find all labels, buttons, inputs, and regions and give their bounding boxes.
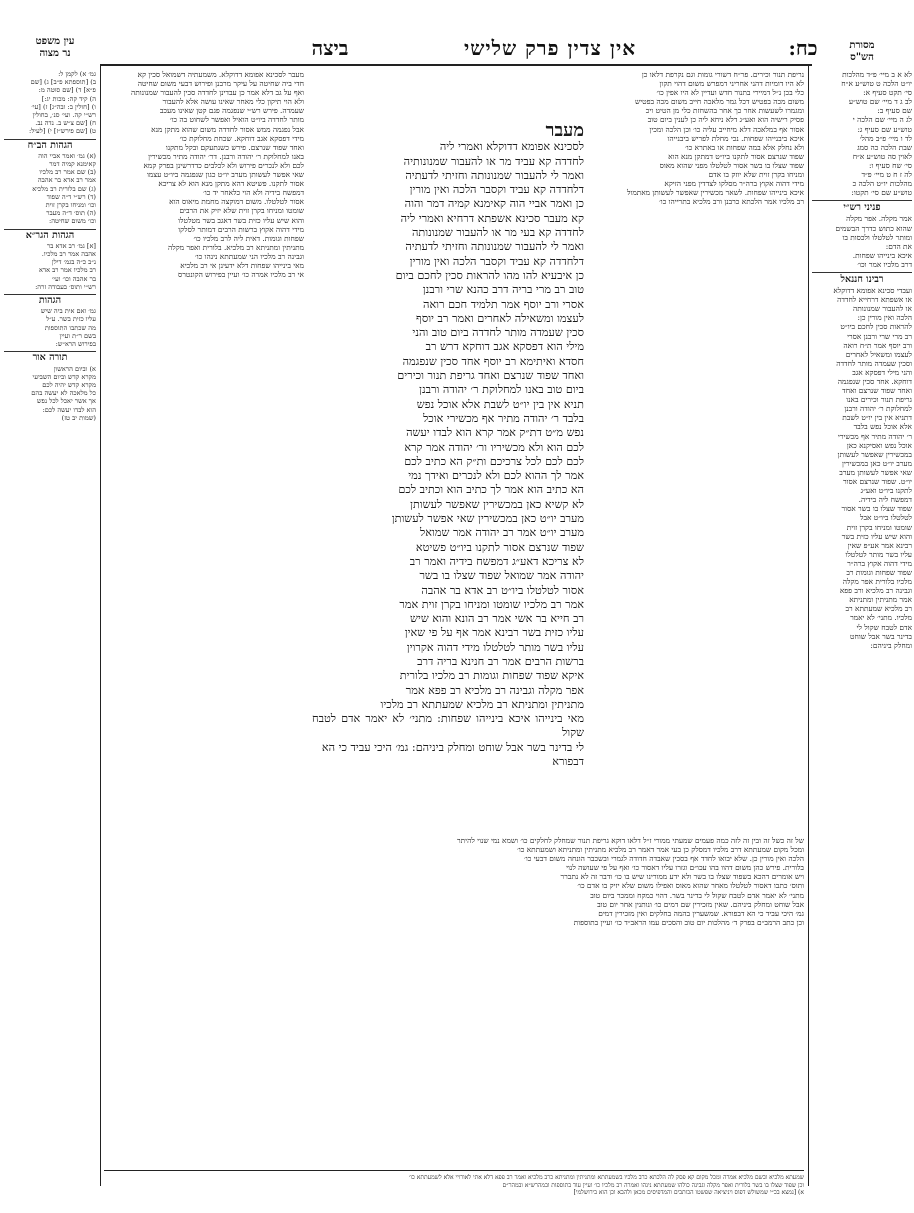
rashi-line: נריפת תנור וכירים. פר״ח דשורי גומות וגם נקרפת דלאו כן: [641, 70, 804, 79]
ein-mishpat-line: טוש״ע שם סעיף ג:: [857, 124, 912, 134]
rashi-line: משום מכה בפטיש דכל גמר מלאכה חייב משום מכה בפטיש: [634, 97, 804, 107]
ein-mishpat-line: שבת הלכה כה סמג: [857, 142, 912, 152]
ein-mishpat-line: סי׳ שח סעיף ו:: [868, 160, 912, 170]
rabbeinu-chananel-line: להראות סכין לחכם ביו״ט: [840, 322, 912, 332]
footer-line: וכן שפוד שצלו בו בשר בלורית ואפר מקלה וגבינה כולהו שמעתתא נינהו ואמרה רב מלכיו כו׳ ועיין עוד בתוספות ובמהרש״א ובמהר״ם: [502, 1181, 804, 1189]
rashi-line: איכא בינייהו שפחות. לשאר מכשירין שאפשר לעשותן מאתמול: [627, 188, 804, 198]
bottom-commentary-line: ומכל מקום שמעתתא דרב מלכיו דמסלק כן בעי אמר דאמר רב מלכיא מתניתין ומתניתא ושמעתתא כו׳: [517, 845, 804, 855]
hagahot-line: גמ׳ ואם אית ביה שיש: [40, 307, 96, 316]
rabbeinu-chananel-line: רב מלכיא שמעתתא רב: [845, 604, 912, 614]
gemara-line: סכין שעמדה מותר לחדדה ביום טוב והני: [412, 326, 584, 340]
rashi-line: איכא ביבנייהו שפחות. נכי מחלת לפריש ביבנייהו: [667, 133, 804, 143]
hagahot-line: מה שכתבו התוספות: [44, 323, 96, 332]
gemara-line: אסרי ורב יוסף אמר תלמיד חכם רואה: [423, 297, 584, 311]
gemara-line: אמר לך ההוא לכם ולא לנכרים ואידך נמי: [408, 469, 584, 483]
gemara-line: לא קשיא כאן במכשירין שאפשר לעשותן: [410, 497, 584, 511]
gemara-line: נפש מ״ט דת״ק אמר קרא הוא לבדו יעשה: [406, 426, 584, 440]
rabbeinu-chananel-line: או אשפתא דרחייא לחדדה: [837, 295, 912, 305]
bottom-commentary-line: של זה כשל זה ובין זה לזה כמה פעמים שמעתי ממורי ז״ל דלאו דוקא גריפת תנור שמחלק לחלקים כו׳ ושמא נמי שנוי להיתר: [457, 836, 804, 845]
rashi-line: שפוד שנרצם אסור לתקנו ביו״ט דמתקן מנא הוא: [668, 151, 804, 161]
rabbeinu-chananel-line: רב מרי שרי ורבנן אסרי: [847, 331, 912, 341]
rabbeinu-chananel-line: מלכיו בלורית אפר מקלה: [842, 577, 912, 587]
daf-number: כח:: [788, 36, 818, 60]
tosafot-line: אבל נפגמה ממש אסור לחדדה משום שהוא מתקן מנא: [151, 124, 304, 134]
mishnah-line: לי בדינר בשר אבל שוחט ומחלק ביניהם: גמ׳ היכי עביד כי הא: [321, 740, 584, 754]
pnei-rashi-line: ומותר לטלטלו ולכסות בו: [842, 232, 912, 242]
hagahot-gra-line: נ״ב כ״ה בגמ׳ דילן: [51, 258, 96, 267]
ein-mishpat-line: לאוין סה טוש״ע א״ח: [852, 151, 912, 161]
right-column-rule: [808, 66, 809, 1186]
tosafot-line: מותר לחדדה ביו״ט הואיל ואפשר לשחוט בה כו׳: [169, 115, 304, 125]
ein-mishpat-header: עין משפט נר מצוה: [35, 36, 75, 59]
mesoret-line: גמ׳ א) לקמן ל:: [58, 70, 96, 78]
rashi-line: אסור אף במלאכה דלא מיחייב עליה כו׳ וכן הלכה ומכין: [649, 124, 804, 134]
mesoret-header: מסורת הש"ס: [849, 40, 875, 63]
gemara-line: קא מעבר סכינא אשפתא דרחיא ואמרי ליה: [400, 211, 584, 225]
mesoret-line: ו) [חולין ב: ובה״ג] ז) [עי׳: [31, 102, 96, 111]
gemara-text: [312, 124, 584, 824]
gemara-line: לכם לכם לכל צרכיכם ות״ק הא כתיב לכם: [404, 454, 584, 468]
hagahot-title: הגהות: [4, 294, 96, 305]
rabbeinu-chananel-line: בדינר בשר אבל שוחט: [850, 631, 912, 641]
gemara-line: מערב יו״ט אמר רב יהודה אמר שמואל: [420, 526, 584, 540]
rabbeinu-chananel-line: ר׳ יהודה מתיר אף מכשירי: [837, 431, 912, 441]
bottom-commentary-line: גמ׳ היכי עביד כי הא דבפורא. שמשערין בהמה בחלקים ואין מזכירין דמים: [598, 908, 804, 918]
hagahot-bach-line: (ד) רש״י ד״ה שפוד: [46, 192, 96, 201]
gemara-line: לכם הוא ולא מכשיריו ור׳ יהודה אמר קרא: [404, 440, 584, 454]
rabbeinu-chananel-line: או להעבור שמנונותה: [853, 304, 912, 314]
rabbeinu-chananel-line: במכשירין שאפשר לעשותן: [837, 449, 912, 459]
rabbeinu-chananel-line: מערב יו״ט כאן במכשירין: [841, 458, 912, 468]
tosafot-line: שאי אפשר לעשותן מערב יו״ט כגון שנפגמה ביו״ט עצמו: [147, 170, 304, 180]
rabbeinu-chananel-line: ועבדי סכינא אפומא דדוקלא: [833, 286, 912, 296]
tosafot-line: מידי דהוה אקוץ ברשות הרבים דמותר לסלקו: [178, 224, 304, 234]
gemara-line: ואמר לי להעבור שמנונותה וחזיתי לדעתיה: [405, 168, 584, 182]
gemara-line: ביום טוב באנו למחלוקת ר׳ יהודה ורבנן: [419, 383, 584, 397]
rabbeinu-chananel-line: אדם לטבח שקול לי: [856, 622, 912, 632]
gemara-line: אפר מקלה וגבינה רב מלכיא רב פפא אמר: [405, 683, 584, 697]
tosafot-line: אסור לתקנו. פשיטא דהא מתקן מנא הוא לא צריכא: [158, 179, 304, 189]
hagahot-gra-title: הגהות הגר״א: [4, 229, 96, 240]
mesoret-line: ח) [שם צ״ש ב. נדה נב.: [35, 119, 96, 128]
hagahot-bach-line: וכו׳ ומניחו בקרן זוית: [45, 201, 96, 210]
bottom-commentary-line: מתני׳ לא יאמר אדם לטבח שקול לי בדינר בשר. דהוי כמקח וממכר ביום טוב: [590, 890, 804, 900]
bottom-commentary-line: ותוס׳ כתבו דאסור לטלטלו מאחר שהוא מאוס ואפילו משום שלא יזיק בו אדם כו׳: [577, 881, 804, 891]
gemara-line: אמר רב מלכיו שומטו ומניחו בקרן זוית אמר: [399, 597, 584, 611]
footer-lines: [104, 1174, 804, 1197]
footer-line: א) [נמצא בכ״י שמשולש דפוס ויניציאה שפשטו הכותבים והמדפיסים מכאן ולהבא וכן הוא בירושלמי]: [573, 1189, 804, 1196]
rabbeinu-chananel-line: אלא אוכל נפש בלבד: [853, 422, 912, 432]
tosafot-line: מתניתין ומתניתא רב מלכיא. בלורית ואפר מקלה: [168, 242, 304, 252]
hagahot-line: בשם ר״ת ועיין: [59, 331, 96, 340]
bottom-commentary-line: ויש אומרים דהכא בשפוד שצלו בו בשר ולא ידע ממורינו שיש בו כו׳ ודבר זה לא נתברר: [560, 872, 804, 882]
tosafot-line: חדי ביה שחיטה על עיקר מרבנן ופירוש דבעי משום שחיטה: [137, 79, 304, 89]
gemara-line: רב חייא בר אשי אמר רב הונא והוא שיש: [409, 612, 584, 626]
rashi-line: ומניחו בקרן זוית שלא יוזק בו אדם: [708, 170, 804, 180]
torah-or-line: כל מלאכה לא יעשה בהם: [31, 389, 96, 398]
gemara-line: לסכינא אפומא דדוקלא ואמרי ליה: [439, 140, 584, 154]
rabbeinu-chananel-line: שאי אפשר לעשותן מערב: [839, 467, 912, 477]
hagahot-bach-line: (ה) תוס׳ ד״ה מעבר: [46, 209, 96, 218]
gemara-line: דלחדדה קא עביד וקסבר הלכה ואין מורין: [409, 254, 584, 268]
ein-mishpat-line: לא א ב מיי׳ פ״ד מהלכות: [842, 70, 912, 79]
rabbeinu-chananel-line: וסכין שעמדה מותר לחדדה: [836, 358, 912, 368]
ein-mishpat-line: יו״ט הלכה ט טוש״ע א״ח: [841, 79, 912, 89]
mishnah-line: דבפורא: [552, 755, 584, 769]
rabbeinu-chananel-list: [812, 286, 912, 650]
rabbeinu-chananel-line: שומטו ומניחו בקרן זוית: [846, 522, 912, 532]
rabbeinu-chananel-line: ואחד שפוד שנרצם ואחד: [842, 386, 912, 396]
gemara-line: ואחד שפוד שנרצם ואחד גריפת תנור וכירים: [397, 369, 584, 383]
tosafot-text: [104, 70, 304, 279]
rabbeinu-chananel-line: מידי דהוה אקוץ ברה״ר: [847, 558, 912, 568]
tosafot-line: שומטו ומניחו בקרן זוית שלא יזיק את הרבים: [179, 206, 304, 216]
rabbeinu-chananel-line: והני מילי דפסקא אגב: [852, 367, 912, 377]
gemara-line: אסור לטלטלו ביו״ט רב אדא בר אהבה: [421, 583, 584, 597]
rabbeinu-chananel-line: הלכה ואין מורין כן:: [857, 313, 912, 323]
rabbeinu-chananel-line: יו״ט. שפוד שנרצם אסור: [843, 477, 912, 487]
left-column-rule: [100, 66, 101, 1186]
gemara-line: תניא אין בין יו״ט לשבת אלא אוכל נפש: [416, 397, 584, 411]
rabbeinu-chananel-line: ומחלק ביניהם:: [870, 640, 912, 650]
gemara-line: עליו כזית בשר רבינא אמר אף על פי שאין: [404, 626, 584, 640]
rashi-line: לא היו דומיות דהני אחריני דמפרש משום דהוי תקון: [659, 79, 804, 89]
gemara-line: הא כתיב הוא אמר לך כתיב הוא וכתיב לכם: [398, 483, 584, 497]
footer-rule: [104, 1170, 804, 1171]
torah-or-line: הוא לבדו יעשה לכם:: [42, 405, 96, 414]
rashi-line: ומגמרו לשעשות אחר כך אחר בהשחזת כלי מן הטיט ויכ: [645, 106, 804, 116]
torah-or-line: (שמות יב טז): [61, 413, 96, 422]
gemara-line: לחדדה קא עביד מר או להעבור שמנונותיה: [403, 154, 584, 168]
ein-mishpat-line: לה ז ח ט מיי׳ פ״ד: [861, 170, 912, 180]
hagahot-bach-title: הגהות הב״ח: [4, 139, 96, 150]
rabbeinu-chananel-line: והוא שיש עליו כזית בשר: [841, 531, 912, 541]
tosafot-line: דמפשח בידיה ולא הוי כלאחר יד כו׳: [203, 188, 304, 198]
hagahot-gra-line: רש״י ותוס׳ בעבודה זרה:: [35, 282, 96, 291]
rabbeinu-chananel-line: רבינא אמר אע״פ שאין: [847, 540, 912, 550]
torah-or-title: תורה אור: [4, 351, 96, 362]
gemara-line: טוב רב מרי בריה דרב כהנא שרי ורבנן: [422, 283, 584, 297]
bottom-commentary-line: בלורית. פירש כהן משום דהוו בהו עכו״ם וגזרו עליו דאסור כו׳ ואף על פי שעושה לנוי: [566, 863, 804, 873]
bottom-commentary-line: וכן כתב הרמב״ם בפרק ד׳ מהלכות יום טוב והסכים עמו הראב״ד כו׳ ועיין בתוספות: [573, 917, 804, 927]
ein-mishpat-line: מהלכות יו״ט הלכה כ: [852, 179, 912, 189]
rabbeinu-chananel-line: עליו בשר מותר לטלטלו: [845, 549, 912, 559]
hagahot-bach-line: קאימנא קמיה דמר: [49, 160, 96, 169]
pnei-rashi-line: אמר מקלה. אפר מקלה: [846, 214, 912, 224]
pnei-rashi-line: את הדם:: [885, 241, 912, 251]
rabbeinu-chananel-line: אוכל נפש ואסיקנא כאן: [846, 440, 912, 450]
ein-mishpat-line: לג ה מיי׳ שם הלכה י: [852, 115, 912, 125]
tosafot-line: ואף על גב דלא אמר כן עבדינן לחדדה סכין להעבור שמנונותה: [131, 88, 304, 98]
rabbeinu-chananel-line: מלכיו. מתני׳ לא יאמר: [850, 613, 912, 623]
tosafot-line: מידי דפסקא אגב דוחקא. שכחת מחלוקת כו׳: [179, 133, 304, 143]
rashi-line: פסיק רישיה הוא ואע״ג דלא ניחא ליה כן לענין ביום טוב: [647, 115, 804, 125]
ein-mishpat-line: סי׳ תקט סעיף א:: [863, 88, 912, 98]
torah-or-line: מקרא קדש יהיה לכם: [42, 380, 96, 389]
gemara-line: לא צריכא דאע״ג דמפשח בידיה ואמר רב: [409, 554, 584, 568]
rabbeinu-chananel-line: גריפת תנור וכירים באנו: [846, 395, 912, 405]
rabbeinu-chananel-line: לטלטלו ביו״ט אבל: [859, 513, 912, 523]
hagahot-gra-list: [4, 242, 96, 291]
hagahot-list: [4, 307, 96, 348]
gemara-line: דלחדדה קא עביד וקסבר הלכה ואין מורין: [409, 183, 584, 197]
footer-line: שמעתא מלכיא ובשם מלכיא אמרה ומכל מקום קא פסק לה הלכתא כרב מלכיו בשמעתתא ומתניתין ומתניתא כרב מלכיא ואמר רב פפא דלא אתי לאורויי אלא לשמעתתא כו׳: [409, 1174, 804, 1181]
tosafot-line: מעבר לסכינא אפומא דדוקלא. משמעתיה דשמואל סכין קא: [137, 70, 304, 79]
rashi-column: [592, 70, 804, 540]
gemara-line: יהודה אמר שמואל שפוד שצלו בו בשר: [419, 569, 584, 583]
gemara-lead-word: מעבר: [545, 124, 584, 141]
rabbeinu-chananel-line: דמפשח ליה בידיה.: [858, 495, 912, 505]
hagahot-line: בפירוש הרא״ש:: [55, 340, 96, 349]
gemara-line: חסדא ואיתימא רב יוסף אחד סכין שנפגמה: [402, 354, 584, 368]
pnei-rashi-line: שהוא כתוש כדרך הבשמים: [835, 223, 912, 233]
hagahot-gra-line: אהבה אמר רב מלכיו.: [41, 250, 96, 259]
rabbeinu-chananel-line: לעצמו ומשאיל לאחרים: [845, 349, 912, 359]
bottom-commentary-line: הלכה ואין מורין כן. שלא יבואו לחדד אף בסכין שאבדה חדודה לגמרי ובשכבר הונחה משום דבעי כו׳: [524, 854, 804, 864]
gemara-line: עליו בשר מותר לטלטלו מידי דהוה אקרוין: [406, 640, 584, 654]
mesoret-line: ה) קיד קה: מכות יג:]: [41, 94, 96, 103]
pnei-rashi-line: דרב מלכיו אמר וכו׳: [857, 259, 912, 269]
hagahot-gra-line: בר אהבה וכו׳ ועי׳: [51, 274, 96, 283]
rabbeinu-chananel-line: למחלוקת ר׳ יהודה ורבנן: [844, 404, 912, 414]
ein-mishpat-line: טוש״ע שם סי׳ תקטו:: [851, 188, 912, 198]
hagahot-bach-line: (ב) שם אמר רב מלכיו: [39, 168, 96, 177]
gemara-line: איקא שפוד שפחות וגומות רב מלכיו בלורית: [399, 669, 584, 683]
tosafot-line: אי רב מלכיו אמרה כו׳ ועיין בפירוש הקונטרס: [178, 270, 304, 280]
tosafot-line: לכם ולא לנכרים פירוש ולא לכלבים כדדרשינן בפרק קמא: [143, 160, 304, 170]
tosafot-line: באנו למחלוקת ר׳ יהודה ורבנן. דר׳ יהודה מתיר מכשירין: [148, 151, 304, 161]
rashi-line: מידי דהוה אקוץ ברה״ר מסלקו לצדדין מפני הזיקא: [664, 179, 804, 189]
hagahot-line: עליו כזית בשר. ע״ל: [46, 315, 96, 324]
tosafot-line: שעמדה. פירש רש״י שנפגמה פגם קטן שאינו מעכב: [159, 106, 304, 116]
rashi-line: ולא נחלק אלא במה שפחות או באתרא כו׳: [685, 142, 804, 152]
hagahot-bach-list: [4, 152, 96, 226]
tosafot-line: והוא שיש עליו כזית בשר דאגב בשר מטלטלו: [178, 215, 304, 225]
mesoret-column: [4, 70, 96, 1180]
rabbeinu-chananel-line: שפוד שצלו בו בשר אסור: [841, 504, 912, 514]
header-rule: [100, 64, 812, 66]
gemara-line: ואמר לי להעבור שמנונותה וחזיתי לדעתיה: [405, 240, 584, 254]
footer-notes: [104, 1174, 804, 1210]
mesoret-line: פ״א] ד) [שם סוטה מ:: [38, 86, 96, 95]
ein-mishpat-list: [812, 70, 912, 197]
gemara-line: כן ואמר אביי הוה קאימנא קמיה דמר והוה: [404, 197, 584, 211]
torah-or-list: [4, 365, 96, 422]
pnei-rashi-list: [812, 214, 912, 269]
gemara-line: כן איבעיא להו מהו להראות סכין לחכם ביום: [395, 268, 584, 282]
rabbeinu-chananel-title: רבינו חננאל: [812, 272, 912, 284]
mesoret-line: ב) [תוספתא פ״ב] ג) [שם: [30, 78, 96, 87]
tosafot-line: וגבינה רב מלכיו הני שמעתתא נינהו כו׳: [195, 251, 304, 261]
torah-or-line: א) וביום הראשון: [53, 364, 96, 373]
rashi-line: רב מלכיו אמר הלכתא כרבנן ורב מלכיא בתרייהו כו׳: [659, 197, 804, 207]
rabbeinu-chananel-line: אמר מתניתין ומתניתא: [849, 595, 912, 605]
ein-mishpat-line: לד ו מיי׳ פ״ב מהל׳: [859, 133, 912, 143]
mishnah-line: מתניתין ומתניתא רב מלכיא שמעתתא רב מלכיו: [380, 697, 584, 711]
hagahot-gra-line: רב מלכיו אמר רב אדא: [38, 266, 96, 275]
perek-title: אין צדין פרק שלישי: [463, 36, 637, 60]
gemara-line: בלבד ר׳ יהודה מתיר אף מכשירי אוכל: [423, 411, 584, 425]
hagahot-bach-line: (א) גמ׳ ואמר אביי הוה: [38, 151, 96, 160]
ein-mishpat-line: לב ג ד מיי׳ שם טוש״ע: [848, 97, 912, 107]
gemara-line: לעצמו ומשאילה לאחרים ואמר רב יוסף: [416, 311, 584, 325]
tosafot-line: אסור לטלטלו. משום דמוקצה מחמת מיאוס הוא: [169, 197, 304, 207]
rashi-line: שפוד שצלו בו בשר אסור לטלטלו מפני שהוא מאוס: [659, 160, 804, 170]
gemara-line: מערב יו״ט כאן במכשירין שאי אפשר לעשותן: [391, 512, 584, 526]
tosafot-column: [104, 70, 304, 830]
mishnah-line: מאי בינייהו איכא בינייהו שפחות: מתני׳ לא יאמר אדם לטבח שקול: [312, 712, 584, 740]
mesoret-line: ט) [שם פירש״ז] י) [לעיל:: [28, 127, 96, 136]
tosafot-line: מאי בינייהו שפחות דלא ידעינן אי רב מלכיא: [180, 260, 304, 270]
gemara-line: ברשות הרבים אמר רב חנינא בריה דרב: [417, 654, 584, 668]
tosafot-line: ולא הוי תיקון כלי מאחר שאינו עושה אלא להעבור: [162, 97, 304, 107]
mesoret-list: [4, 70, 96, 136]
rabbeinu-chananel-line: שפוד שפחות וגומות רב: [846, 567, 912, 577]
torah-or-line: אך אשר יאכל לכל נפש: [36, 397, 96, 406]
rabbeinu-chananel-line: ורב יוסף אמר ת״ח רואה: [843, 340, 912, 350]
rabbeinu-chananel-line: דוחקא. אחד סכין שנפגמה: [837, 377, 912, 386]
bottom-commentary-line: אבל שוחט ומחלק ביניהם. שאין מזכירין שם דמים כו׳ ונותנין אחר יום טוב: [597, 899, 804, 909]
ein-mishpat-column: [812, 70, 912, 1180]
masechet-title: ביצה: [311, 36, 349, 60]
hagahot-bach-line: אמר רב אדא בר אהבה: [37, 176, 96, 185]
bottom-commentary: [104, 836, 804, 1166]
gemara-line: שפוד שנרצם אסור לתקנו ביו״ט פשיטא: [415, 540, 584, 554]
bottom-commentary-text: [104, 836, 804, 927]
hagahot-gra-line: [א] גמ׳ רב אדא בר: [46, 241, 96, 250]
hagahot-bach-line: וכו׳ משום שחיטה:: [49, 217, 96, 226]
torah-or-line: מקרא קדש וביום השביעי: [32, 372, 96, 381]
gemara-line: מילי הוא דפסקא אגב דוחקא דרש רב: [425, 340, 584, 354]
gemara-line: לחדדה קא בעי מר או להעבור שמנונותה: [411, 226, 584, 240]
rabbeinu-chananel-line: לתקנו ביו״ט ואע״ג: [860, 486, 912, 496]
pnei-rashi-title: פניני רש״י: [812, 200, 912, 212]
rabbeinu-chananel-line: וגבינה רב מלכיא ורב פפא: [839, 586, 912, 596]
ein-mishpat-line: שם סעיף ב:: [877, 106, 912, 116]
rashi-line: כלי בכן נ״ל דמיירי בתנור חדש ועדיין לא היו אפין כו׳: [656, 88, 804, 98]
rabbeinu-chananel-line: דתניא אין בין יו״ט לשבת: [842, 413, 912, 423]
pnei-rashi-line: איכא בינייהו שפחות.: [852, 250, 912, 260]
mesoret-line: רש״י קה. ועי׳ סנ׳, בחולין: [32, 111, 96, 120]
hagahot-bach-line: (ג) שם בלורית רב מלכיא: [32, 184, 96, 193]
tosafot-line: שפחות וגומות. דאית ליה לרב מלכיו כו׳: [193, 233, 304, 243]
mishnah-lines: [312, 698, 584, 769]
rashi-text: [592, 70, 804, 206]
gemara-lines: [312, 140, 584, 698]
tosafot-line: ואחד שפוד שנרצם. פירש כשנתעקם ובקל מתקנו: [165, 142, 304, 152]
